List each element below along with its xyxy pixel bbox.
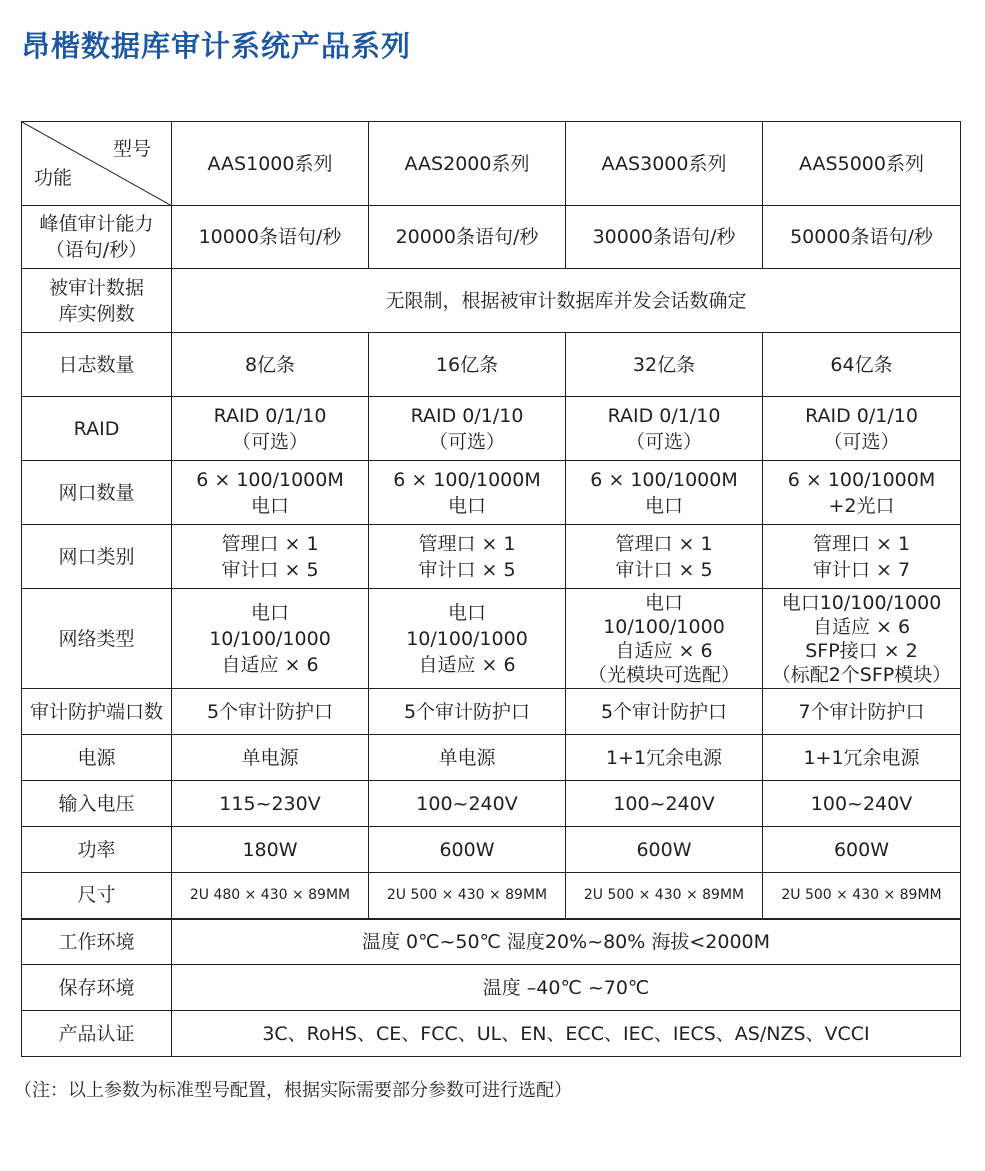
row-label: 产品认证 xyxy=(22,1011,172,1057)
table-cell: 8亿条 xyxy=(172,333,369,397)
table-cell: 2U 500 × 430 × 89MM xyxy=(566,873,763,919)
table-cell: RAID 0/1/10 （可选） xyxy=(369,397,566,461)
table-cell: 5个审计防护口 xyxy=(369,689,566,735)
table-row-work-env xyxy=(22,919,961,965)
table-row-raid xyxy=(22,397,961,461)
table-cell: 100~240V xyxy=(566,781,763,827)
table-cell: 115~230V xyxy=(172,781,369,827)
row-label: RAID xyxy=(22,397,172,461)
table-cell: 32亿条 xyxy=(566,333,763,397)
table-cell: 6 × 100/1000M 电口 xyxy=(566,461,763,525)
table-cell: 电口 10/100/1000 自适应 × 6 xyxy=(172,589,369,689)
table-cell: 5个审计防护口 xyxy=(172,689,369,735)
header-row xyxy=(22,122,961,206)
table-row-network xyxy=(22,589,961,689)
row-label: 网口数量 xyxy=(22,461,172,525)
table-cell-merged: 温度 –40℃ ~70℃ xyxy=(172,965,961,1011)
row-label: 尺寸 xyxy=(22,873,172,919)
table-cell-merged: 温度 0℃~50℃ 湿度20%~80% 海拔<2000M xyxy=(172,919,961,965)
model-header-label: 型号 xyxy=(112,138,151,160)
table-cell: 100~240V xyxy=(763,781,961,827)
table-row-instances xyxy=(22,269,961,333)
table-cell: 16亿条 xyxy=(369,333,566,397)
table-row-port-types xyxy=(22,525,961,589)
row-label: 被审计数据 库实例数 xyxy=(22,269,172,333)
table-row-size xyxy=(22,873,961,919)
table-cell: 1+1冗余电源 xyxy=(763,735,961,781)
table-cell-merged: 无限制，根据被审计数据库并发会话数确定 xyxy=(172,269,961,333)
table-cell: 64亿条 xyxy=(763,333,961,397)
table-row-power xyxy=(22,735,961,781)
table-cell: 单电源 xyxy=(369,735,566,781)
footnote: （注：以上参数为标准型号配置，根据实际需要部分参数可进行选配） xyxy=(14,1080,572,1101)
spec-table xyxy=(21,121,961,1057)
row-label: 网络类型 xyxy=(22,589,172,689)
table-cell: 2U 480 × 430 × 89MM xyxy=(172,873,369,919)
table-cell: RAID 0/1/10 （可选） xyxy=(566,397,763,461)
table-cell: 7个审计防护口 xyxy=(763,689,961,735)
table-cell: 管理口 × 1 审计口 × 5 xyxy=(566,525,763,589)
row-label: 输入电压 xyxy=(22,781,172,827)
table-row-ports xyxy=(22,461,961,525)
table-cell: 2U 500 × 430 × 89MM xyxy=(763,873,961,919)
table-cell: RAID 0/1/10 （可选） xyxy=(172,397,369,461)
table-cell: 2U 500 × 430 × 89MM xyxy=(369,873,566,919)
table-cell: 100~240V xyxy=(369,781,566,827)
function-header-label: 功能 xyxy=(34,167,73,189)
corner-header xyxy=(22,122,172,206)
row-label: 峰值审计能力 （语句/秒） xyxy=(22,206,172,269)
table-row-wattage xyxy=(22,827,961,873)
table-cell: 6 × 100/1000M 电口 xyxy=(172,461,369,525)
table-row-cert xyxy=(22,1011,961,1057)
table-row-voltage xyxy=(22,781,961,827)
table-cell: 5个审计防护口 xyxy=(566,689,763,735)
table-cell: 电口 10/100/1000 自适应 × 6 （光模块可选配） xyxy=(566,589,763,689)
row-label: 功率 xyxy=(22,827,172,873)
table-cell: 管理口 × 1 审计口 × 5 xyxy=(172,525,369,589)
model-header: AAS3000系列 xyxy=(566,122,763,206)
row-label: 网口类别 xyxy=(22,525,172,589)
table-cell: 600W xyxy=(369,827,566,873)
model-header: AAS5000系列 xyxy=(763,122,961,206)
table-cell: 电口10/100/1000 自适应 × 6 SFP接口 × 2 （标配2个SFP模块） xyxy=(763,589,961,689)
table-cell: 管理口 × 1 审计口 × 5 xyxy=(369,525,566,589)
table-cell: 单电源 xyxy=(172,735,369,781)
table-row-protect xyxy=(22,689,961,735)
table-cell: 1+1冗余电源 xyxy=(566,735,763,781)
model-header: AAS1000系列 xyxy=(172,122,369,206)
table-cell: 6 × 100/1000M +2光口 xyxy=(763,461,961,525)
table-cell: 管理口 × 1 审计口 × 7 xyxy=(763,525,961,589)
model-header: AAS2000系列 xyxy=(369,122,566,206)
table-row-logs xyxy=(22,333,961,397)
row-label: 电源 xyxy=(22,735,172,781)
table-cell: 6 × 100/1000M 电口 xyxy=(369,461,566,525)
table-cell: 50000条语句/秒 xyxy=(763,206,961,269)
table-row-peak xyxy=(22,206,961,269)
table-cell: 10000条语句/秒 xyxy=(172,206,369,269)
table-cell-merged: 3C、RoHS、CE、FCC、UL、EN、ECC、IEC、IECS、AS/NZS、VCCI xyxy=(172,1011,961,1057)
table-row-storage-env xyxy=(22,965,961,1011)
row-label: 保存环境 xyxy=(22,965,172,1011)
table-cell: 电口 10/100/1000 自适应 × 6 xyxy=(369,589,566,689)
row-label: 工作环境 xyxy=(22,919,172,965)
row-label: 日志数量 xyxy=(22,333,172,397)
page-title: 昂楷数据库审计系统产品系列 xyxy=(21,29,412,63)
table-cell: 600W xyxy=(566,827,763,873)
diagonal-divider xyxy=(22,122,172,206)
table-cell: 30000条语句/秒 xyxy=(566,206,763,269)
table-cell: 600W xyxy=(763,827,961,873)
table-cell: RAID 0/1/10 （可选） xyxy=(763,397,961,461)
table-cell: 180W xyxy=(172,827,369,873)
table-cell: 20000条语句/秒 xyxy=(369,206,566,269)
row-label: 审计防护端口数 xyxy=(22,689,172,735)
